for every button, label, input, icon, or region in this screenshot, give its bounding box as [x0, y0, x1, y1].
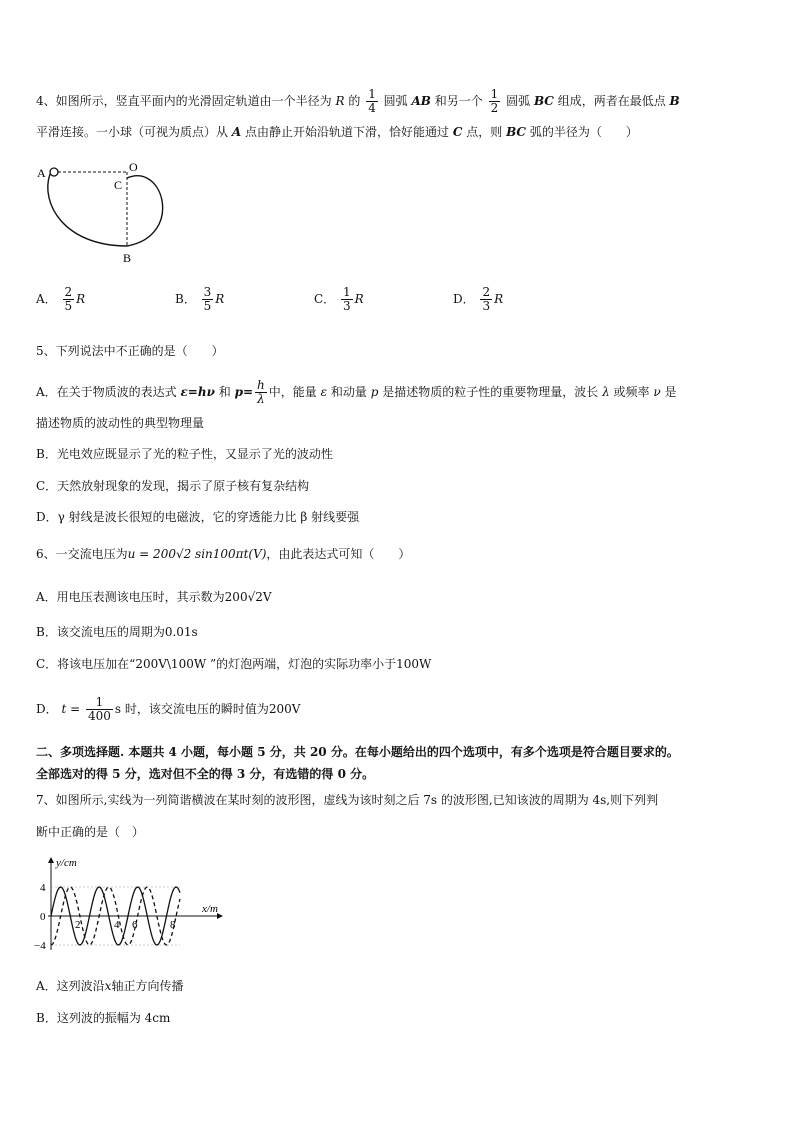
- y-axis-label: y/cm: [56, 857, 77, 869]
- label-a: A: [37, 166, 46, 180]
- q4-option-c[interactable]: C． $\frac{1}{3}$ R: [314, 285, 364, 313]
- fraction-half: $\frac{1}{2}$: [490, 87, 499, 115]
- ball-at-a: [50, 168, 58, 176]
- q5-option-b[interactable]: B．光电效应既显示了光的粒子性，又显示了光的波动性: [36, 447, 333, 461]
- fraction-h-over-lambda: $\frac{h}{\lambda}$: [257, 378, 265, 406]
- q5-option-a-line1[interactable]: A．在关于物质波的表达式 ε=hν 和 p= $\frac{h}{\lambda}$ 中，能量 ε 和动量 p 是描述物质的粒子性的重要物理量，波长 λ 或频率 ν 是: [36, 378, 677, 406]
- y-tick-neg4: −4: [34, 940, 46, 952]
- x-axis-label: x/m: [202, 903, 218, 915]
- q6-option-c[interactable]: C．将该电压加在“200V\100W ”的灯泡两端，灯泡的实际功率小于100W: [36, 657, 432, 671]
- q4-option-d[interactable]: D． $\frac{2}{3}$ R: [453, 285, 504, 313]
- section2-heading-line1: 二、多项选择题. 本题共 4 小题，每小题 5 分，共 20 分。在每小题给出的四个选项中，有多个选项是符合题目要求的。: [36, 745, 679, 759]
- wave-figure: [30, 850, 230, 960]
- q6-option-b[interactable]: B．该交流电压的周期为0.01s: [36, 625, 198, 639]
- x-tick-6: 6: [132, 919, 138, 931]
- q7-stem-line2: 断中正确的是（ ）: [36, 825, 145, 839]
- label-c: C: [114, 178, 123, 192]
- q4-stem-line2: 平滑连接。一小球（可视为质点）从 A 点由静止开始沿轨道下滑，恰好能通过 C 点，则 BC 弧的半径为（ ）: [36, 125, 638, 139]
- x-tick-4: 4: [114, 919, 120, 931]
- x-tick-8: 8: [170, 919, 176, 931]
- q5-option-a-line2: 描述物质的波动性的典型物理量: [36, 416, 205, 430]
- q7-option-b[interactable]: B．这列波的振幅为 4cm: [36, 1011, 171, 1025]
- q6-stem: 6、一交流电压为u = 200√2 sin100πt(V)，由此表达式可知（ ）: [36, 547, 411, 561]
- label-o: O: [129, 160, 138, 174]
- x-tick-2: 2: [75, 919, 81, 931]
- q6-option-a[interactable]: A．用电压表测该电压时，其示数为200√2V: [36, 590, 272, 604]
- q6-option-d[interactable]: D． t = $\frac{1}{400}$ s 时，该交流电压的瞬时值为200V: [36, 695, 301, 723]
- q5-option-c[interactable]: C．天然放射现象的发现，揭示了原子核有复杂结构: [36, 479, 310, 493]
- q4-stem-line1: 4、如图所示，竖直平面内的光滑固定轨道由一个半径为 R 的 $\frac{1}{4}$ 圆弧 AB 和另一个 $\frac{1}{2}$ 圆弧 BC 组成，两者在最低点 B: [36, 87, 680, 115]
- y-tick-0: 0: [40, 911, 46, 923]
- section2-heading-line2: 全部选对的得 5 分，选对但不全的得 3 分，有选错的得 0 分。: [36, 767, 375, 781]
- q7-option-a[interactable]: A．这列波沿x轴正方向传播: [36, 979, 184, 993]
- fraction-1-over-400: $\frac{1}{400}$: [87, 695, 111, 723]
- arc-bc: [127, 176, 163, 246]
- q4-option-b[interactable]: B． $\frac{3}{5}$ R: [175, 285, 225, 313]
- label-b: B: [123, 251, 132, 265]
- q5-option-d[interactable]: D．γ 射线是波长很短的电磁波，它的穿透能力比 β 射线要强: [36, 510, 360, 524]
- q6-formula: u = 200√2 sin100πt(V): [127, 547, 267, 561]
- y-tick-4: 4: [40, 882, 46, 894]
- fraction-quarter: $\frac{1}{4}$: [368, 87, 376, 115]
- q7-stem-line1: 7、如图所示,实线为一列简谐横波在某时刻的波形图，虚线为该时刻之后 7s 的波形图,已知该波的周期为 4s,则下列判: [36, 793, 659, 807]
- q4-option-a[interactable]: A． $\frac{2}{5}$ R: [36, 285, 86, 313]
- q5-stem: 5、下列说法中不正确的是（ ）: [36, 344, 224, 358]
- track-figure: [34, 158, 174, 268]
